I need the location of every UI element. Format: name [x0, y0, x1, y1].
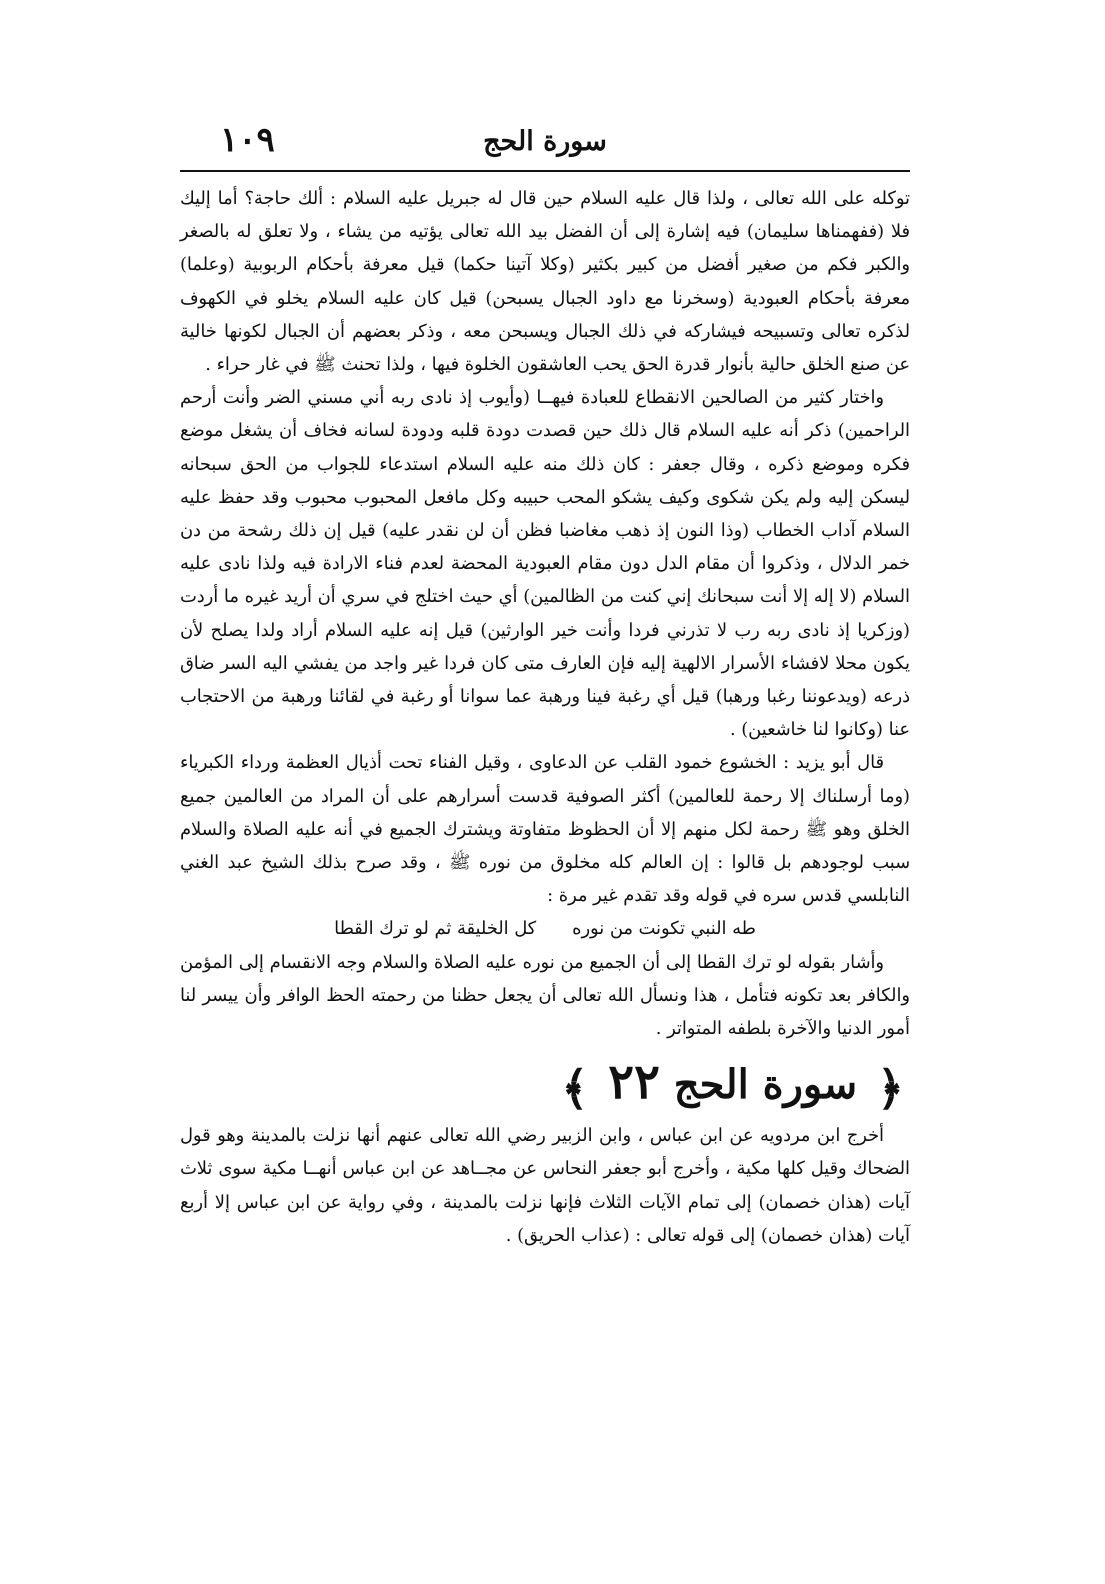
poetry-verse — [180, 912, 910, 945]
paragraph-1: توكله على الله تعالى ، ولذا قال عليه السلام حين قال له جبريل عليه السلام : ألك حاجة؟ أما إليك فلا (ففهمناها سليمان) فيه إشارة إلى أن الفضل بيد الله تعالى يؤتيه من يشاء ، ولا تعلق له بالصغر والكبر فكم من صغير أفضل من كبير بكثير (وكلا آتينا حكما) قيل معرفة بأحكام الربوبية (وعلما) معرفة بأحكام العبودية (وسخرنا مع داود الجبال يسبحن) قيل كان عليه السلام يخلو في الكهوف لذكره تعالى وتسبيحه فيشاركه في ذلك الجبال ويسبحن معه ، وذكر بعضهم أن الجبال لكونها خالية عن صنع الخلق حالية بأنوار قدرة الحق يحب العاشقون الخلوة فيها ، ولذا تحنث ﷺ في غار حراء . — [180, 188, 910, 376]
surah-heading — [180, 1051, 910, 1116]
paragraph-2: واختار كثير من الصالحين الانقطاع للعبادة فيهــا (وأيوب إذ نادى ربه أني مسني الضر وأنت أرحم الراحمين) ذكر أنه عليه السلام قال ذلك حين قصدت دودة قلبه ودودة لسانه فخاف أن يشغل موضع فكره وموضع ذكره ، وقال جعفر : كان ذلك منه عليه السلام استدعاء للجواب من الحق سبحانه ليسكن إليه ولم يكن شكوى وكيف يشكو المحب حبيبه وكل مافعل المحبوب محبوب وقد حفظ عليه السلام آداب الخطاب (وذا النون إذ ذهب مغاضبا فظن أن لن نقدر عليه) قيل إن ذلك رشحة من دن خمر الدلال ، وذكروا أن مقام الدل دون مقام العبودية المحضة لعدم فناء الارادة فيه ولذا نادى عليه السلام (لا إله إلا أنت سبحانك إني كنت من الظالمين) أي حيث اختلج في سري أن أريد غيره ما أردت (وزكريا إذ نادى ربه رب لا تذرني فردا وأنت خير الوارثين) قيل إنه عليه السلام أراد ولدا يصلح لأن يكون محلا لافشاء الأسرار الالهية إليه فإن العارف متى كان فردا غير واجد من يفشي اليه السر ضاق ذرعه (ويدعوننا رغبا ورهبا) قيل أي رغبة فينا ورهبة عما سوانا أو رغبة في لقائنا ورهبة من الاحتجاب عنا (وكانوا لنا خاشعين) . — [180, 387, 910, 741]
paragraph-5: أخرج ابن مردويه عن ابن عباس ، وابن الزبير رضي الله تعالى عنهم أنها نزلت بالمدينة وهو قول الضحاك وقيل كلها مكية ، وأخرج أبو جعفر النحاس عن مجــاهد عن ابن عباس أنهــا مكية سوى ثلاث آيات (هذان خصمان) إلى تمام الآيات الثلاث فإنها نزلت بالمدينة ، وفي رواية عن ابن عباس إلا أربع آيات (هذان خصمان) إلى قوله تعالى : (عذاب الحريق) . — [180, 1125, 910, 1246]
verse-first-hemistich: طه النبي تكونت من نوره — [572, 918, 756, 940]
ornament-bracket-left: ﴾ — [561, 1061, 589, 1116]
page-number: ١٠٩ — [220, 120, 275, 160]
ornament-bracket-right: ﴿ — [877, 1061, 904, 1116]
paragraph-4: وأشار بقوله لو ترك القطا إلى أن الجميع من نوره عليه الصلاة والسلام وجه الانقسام إلى المؤمن والكافر بعد تكونه فتأمل ، هذا ونسأل الله تعالى أن يجعل حظنا من رحمته الحظ الوافر وأن ييسر لنا أمور الدنيا والآخرة بلطفه المتواتر . — [180, 951, 910, 1040]
commentary-text — [180, 182, 910, 1252]
surah-name: سورة الحج — [673, 1061, 858, 1109]
page-header — [180, 120, 910, 172]
verse-second-hemistich: كل الخليقة ثم لو ترك القطا — [334, 918, 537, 940]
surah-number: ٢٢ — [608, 1054, 660, 1111]
paragraph-3: قال أبو يزيد : الخشوع خمود القلب عن الدعاوى ، وقيل الفناء تحت أذيال العظمة ورداء الكبرياء (وما أرسلناك إلا رحمة للعالمين) أكثر الصوفية قدست أسرارهم على أن المراد من العالمين جميع الخلق وهو ﷺ رحمة لكل منهم إلا أن الحظوظ متفاوتة ويشترك الجميع في أنه عليه الصلاة والسلام سبب لوجودهم بل قالوا : إن العالم كله مخلوق من نوره ﷺ ، وقد صرح بذلك الشيخ عبد الغني النابلسي قدس سره في قوله وقد تقدم غير مرة : — [180, 752, 910, 907]
book-page — [180, 120, 910, 1252]
running-title: سورة الحج — [483, 126, 607, 157]
